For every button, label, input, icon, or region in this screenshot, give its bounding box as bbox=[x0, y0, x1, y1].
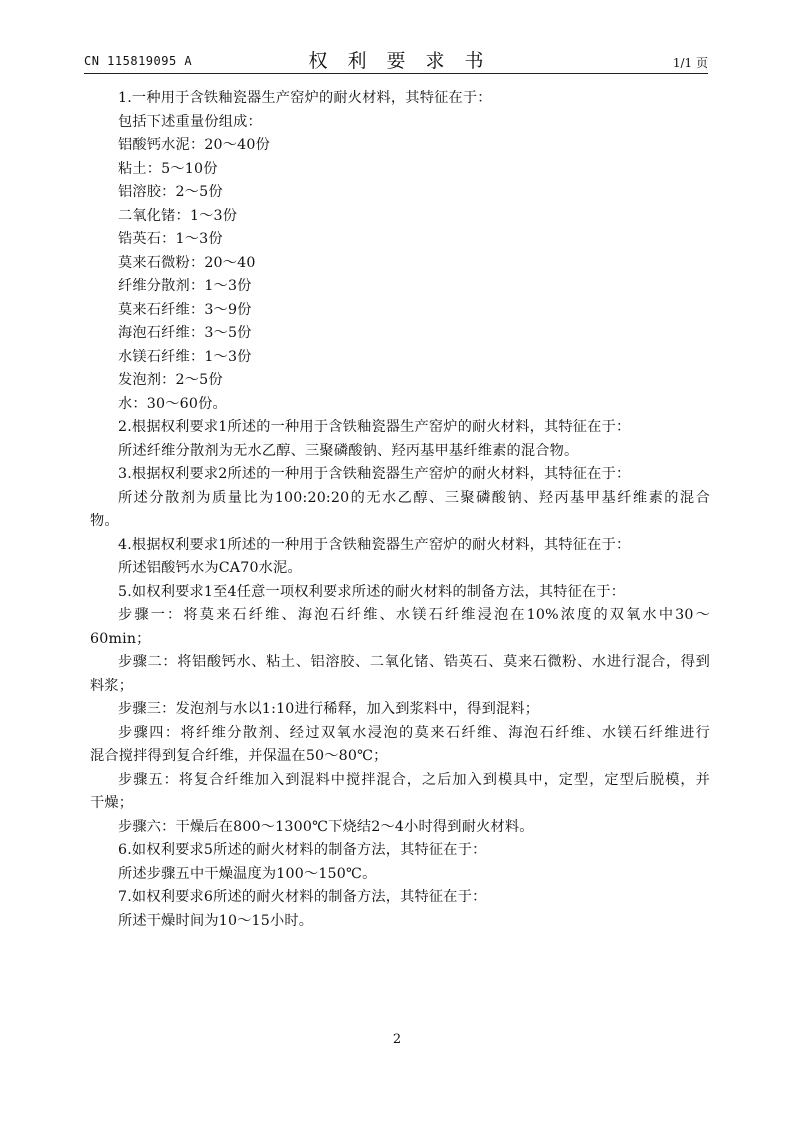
claim-line: 所述纤维分散剂为无水乙醇、三聚磷酸钠、羟丙基甲基纤维素的混合物。 bbox=[118, 442, 579, 459]
claim-line: 5.如权利要求1至4任意一项权利要求所述的耐火材料的制备方法，其特征在于： bbox=[118, 583, 626, 600]
claim-line: 莫来石微粉：20～40 bbox=[118, 254, 256, 271]
claim-line: 水：30～60份。 bbox=[118, 395, 227, 412]
claim-line: 锆英石：1～3份 bbox=[118, 231, 223, 247]
claim-line: 步骤二：将铝酸钙水、粘土、铝溶胶、二氧化锗、锆英石、莫来石微粉、水进行混合，得到 bbox=[118, 654, 710, 670]
claim-line: 干燥； bbox=[90, 795, 134, 811]
claim-line: 所述铝酸钙水为CA70水泥。 bbox=[118, 560, 302, 576]
claim-line: 水镁石纤维：1～3份 bbox=[118, 348, 252, 365]
publication-number: CN 115819095 A bbox=[84, 54, 193, 68]
claim-line: 步骤四：将纤维分散剂、经过双氧水浸泡的莫来石纤维、海泡石纤维、水镁石纤维进行 bbox=[118, 724, 710, 741]
claim-line: 发泡剂：2～5份 bbox=[118, 372, 223, 388]
claim-line: 所述干燥时间为10～15小时。 bbox=[118, 912, 314, 929]
page-info: 1/1 页 bbox=[672, 56, 708, 70]
claim-line: 步骤六：干燥后在800～1300℃下烧结2～4小时得到耐火材料。 bbox=[118, 818, 534, 835]
claims-body bbox=[90, 87, 710, 933]
claim-line: 粘土：5～10份 bbox=[118, 160, 218, 177]
document-title: 权利要求书 bbox=[308, 50, 504, 72]
page-header bbox=[84, 44, 708, 72]
claim-line: 纤维分散剂：1～3份 bbox=[118, 278, 252, 294]
claim-line: 1.一种用于含铁釉瓷器生产窑炉的耐火材料，其特征在于： bbox=[118, 90, 492, 106]
claim-line: 海泡石纤维：3～5份 bbox=[118, 325, 252, 341]
claim-line: 7.如权利要求6所述的耐火材料的制备方法，其特征在于： bbox=[118, 889, 487, 905]
claim-line: 步骤一：将莫来石纤维、海泡石纤维、水镁石纤维浸泡在10%浓度的双氧水中30～ bbox=[118, 607, 710, 623]
claim-line: 料浆； bbox=[90, 677, 134, 694]
claim-line: 步骤五：将复合纤维加入到混料中搅拌混合，之后加入到模具中，定型，定型后脱模，并 bbox=[118, 771, 710, 788]
claim-line: 步骤三：发泡剂与水以1:10进行稀释，加入到浆料中，得到混料； bbox=[118, 701, 540, 717]
claim-line: 所述步骤五中干燥温度为100～150℃。 bbox=[118, 865, 377, 882]
claim-line: 铝酸钙水泥：20～40份 bbox=[118, 137, 271, 153]
claim-line: 二氧化锗：1～3份 bbox=[118, 207, 238, 224]
claim-line: 物。 bbox=[90, 513, 119, 529]
claim-line: 4.根据权利要求1所述的一种用于含铁釉瓷器生产窑炉的耐火材料，其特征在于： bbox=[118, 536, 631, 553]
claim-line: 莫来石纤维：3～9份 bbox=[118, 301, 252, 318]
claim-line: 6.如权利要求5所述的耐火材料的制备方法，其特征在于： bbox=[118, 842, 487, 858]
claim-line: 包括下述重量份组成： bbox=[118, 113, 262, 130]
header-rule bbox=[84, 73, 708, 74]
claim-line: 3.根据权利要求2所述的一种用于含铁釉瓷器生产窑炉的耐火材料，其特征在于： bbox=[118, 466, 631, 482]
claim-line: 60min； bbox=[90, 630, 151, 647]
page-number: 2 bbox=[392, 1032, 402, 1047]
claim-line: 所述分散剂为质量比为100:20:20的无水乙醇、三聚磷酸钠、羟丙基甲基纤维素的混合 bbox=[118, 489, 710, 506]
claim-line: 2.根据权利要求1所述的一种用于含铁釉瓷器生产窑炉的耐火材料，其特征在于： bbox=[118, 419, 631, 435]
claim-line: 混合搅拌得到复合纤维，并保温在50～80℃； bbox=[90, 748, 388, 764]
claim-line: 铝溶胶：2～5份 bbox=[118, 184, 223, 200]
